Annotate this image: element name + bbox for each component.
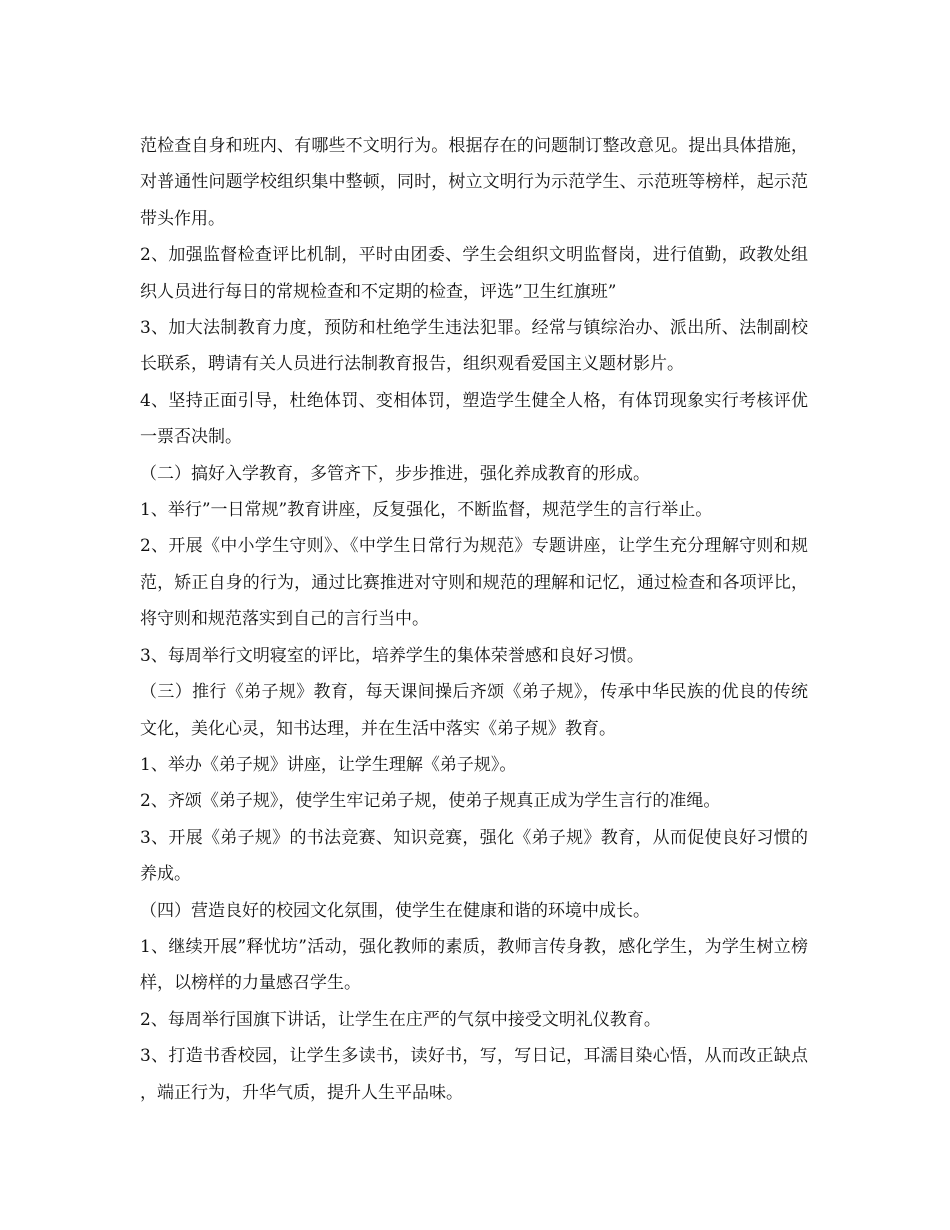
section-heading: （三）推行《弟子规》教育，每天课间操后齐颂《弟子规》，传承中华民族的优良的传统文化，美化心灵，知书达理，并在生活中落实《弟子规》教育。 — [140, 682, 808, 739]
paragraph: 3、打造书香校园，让学生多读书，读好书，写，写日记，耳濡目染心悟，从而改正缺点，端正行为，升华气质，提升人生平品味。 — [140, 1046, 808, 1103]
paragraph: 1、举行”一日常规”教育讲座，反复强化，不断监督，规范学生的言行举止。 — [140, 500, 713, 521]
paragraph: 1、举办《弟子规》讲座，让学生理解《弟子规》。 — [140, 754, 517, 775]
section-heading: （二）搞好入学教育，多管齐下，步步推进，强化养成教育的形成。 — [140, 463, 650, 484]
paragraph: 4、坚持正面引导，杜绝体罚、变相体罚，塑造学生健全人格，有体罚现象实行考核评优一票否决制。 — [140, 390, 808, 448]
paragraph: 2、齐颂《弟子规》，使学生牢记弟子规，使弟子规真正成为学生言行的准绳。 — [140, 791, 721, 812]
document-body — [140, 128, 808, 1111]
section-heading: （四）营造良好的校园文化氛围，使学生在健康和谐的环境中成长。 — [140, 900, 650, 921]
paragraph: 3、每周举行文明寝室的评比，培养学生的集体荣誉感和良好习惯。 — [140, 645, 644, 666]
paragraph: 3、加大法制教育力度，预防和杜绝学生违法犯罪。经常与镇综治办、派出所、法制副校长联系，聘请有关人员进行法制教育报告，组织观看爱国主义题材影片。 — [140, 318, 808, 375]
paragraph: 1、继续开展”释忧坊”活动，强化教师的素质，教师言传身教，感化学生，为学生树立榜样，以榜样的力量感召学生。 — [140, 936, 808, 994]
paragraph: 范检查自身和班内、有哪些不文明行为。根据存在的问题制订整改意见。提出具体措施，对普通性问题学校组织集中整顿，同时，树立文明行为示范学生、示范班等榜样，起示范带头作用。 — [140, 136, 808, 229]
paragraph: 2、每周举行国旗下讲话，让学生在庄严的气氛中接受文明礼仪教育。 — [140, 1009, 661, 1030]
paragraph: 3、开展《弟子规》的书法竞赛、知识竞赛，强化《弟子规》教育，从而促使良好习惯的养成。 — [140, 827, 808, 885]
paragraph: 2、加强监督检查评比机制，平时由团委、学生会组织文明监督岗，进行值勤，政教处组织人员进行每日的常规检查和不定期的检查，评选”卫生红旗班” — [140, 245, 808, 302]
paragraph: 2、开展《中小学生守则》、《中学生日常行为规范》专题讲座，让学生充分理解守则和规范，矫正自身的行为，通过比赛推进对守则和规范的理解和记忆，通过检查和各项评比，将守则和规范落实到自己的言行当中。 — [140, 536, 808, 630]
